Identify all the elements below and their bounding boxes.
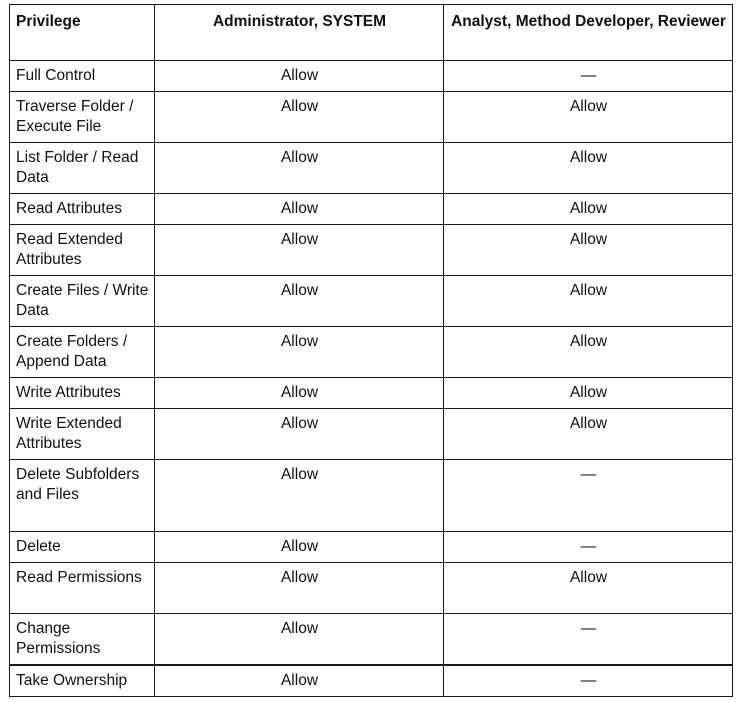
admin-permission-cell: Allow bbox=[155, 194, 444, 225]
table-row bbox=[10, 378, 733, 409]
admin-permission-cell: Allow bbox=[155, 409, 444, 460]
admin-permission-cell: Allow bbox=[155, 460, 444, 532]
admin-permission-cell: Allow bbox=[155, 143, 444, 194]
table-row bbox=[10, 614, 733, 666]
analyst-permission-cell: Allow bbox=[444, 563, 733, 614]
analyst-permission-cell: Allow bbox=[444, 327, 733, 378]
table-row bbox=[10, 92, 733, 143]
privilege-cell: Take Ownership bbox=[10, 665, 155, 697]
analyst-permission-cell: Allow bbox=[444, 276, 733, 327]
header-row bbox=[10, 5, 733, 61]
table-row bbox=[10, 460, 733, 532]
analyst-permission-cell: — bbox=[444, 460, 733, 532]
table-row bbox=[10, 143, 733, 194]
permissions-table bbox=[9, 4, 733, 697]
table-row bbox=[10, 532, 733, 563]
privilege-cell: Delete Subfolders and Files bbox=[10, 460, 155, 532]
privilege-cell: Full Control bbox=[10, 61, 155, 92]
privilege-cell: Write Extended Attributes bbox=[10, 409, 155, 460]
admin-permission-cell: Allow bbox=[155, 378, 444, 409]
admin-permission-cell: Allow bbox=[155, 532, 444, 563]
privilege-cell: Write Attributes bbox=[10, 378, 155, 409]
analyst-permission-cell: Allow bbox=[444, 143, 733, 194]
table-row bbox=[10, 61, 733, 92]
analyst-permission-cell: Allow bbox=[444, 409, 733, 460]
table-row bbox=[10, 194, 733, 225]
analyst-permission-cell: — bbox=[444, 614, 733, 666]
admin-permission-cell: Allow bbox=[155, 563, 444, 614]
privilege-cell: Read Attributes bbox=[10, 194, 155, 225]
admin-permission-cell: Allow bbox=[155, 665, 444, 697]
admin-permission-cell: Allow bbox=[155, 276, 444, 327]
privilege-cell: Read Permissions bbox=[10, 563, 155, 614]
table-row bbox=[10, 665, 733, 697]
table-row bbox=[10, 225, 733, 276]
analyst-permission-cell: Allow bbox=[444, 92, 733, 143]
header-privilege: Privilege bbox=[10, 5, 155, 61]
analyst-permission-cell: Allow bbox=[444, 225, 733, 276]
admin-permission-cell: Allow bbox=[155, 327, 444, 378]
header-administrator-system: Administrator, SYSTEM bbox=[155, 5, 444, 61]
header-analyst-method-developer-reviewer: Analyst, Method Developer, Reviewer bbox=[444, 5, 733, 61]
privilege-cell: Create Files / Write Data bbox=[10, 276, 155, 327]
admin-permission-cell: Allow bbox=[155, 61, 444, 92]
analyst-permission-cell: — bbox=[444, 665, 733, 697]
analyst-permission-cell: Allow bbox=[444, 378, 733, 409]
privilege-cell: Create Folders / Append Data bbox=[10, 327, 155, 378]
permissions-table-container bbox=[9, 4, 732, 697]
table-row bbox=[10, 563, 733, 614]
analyst-permission-cell: — bbox=[444, 532, 733, 563]
privilege-cell: Delete bbox=[10, 532, 155, 563]
analyst-permission-cell: — bbox=[444, 61, 733, 92]
table-row bbox=[10, 276, 733, 327]
privilege-cell: Change Permissions bbox=[10, 614, 155, 666]
privilege-cell: List Folder / Read Data bbox=[10, 143, 155, 194]
admin-permission-cell: Allow bbox=[155, 225, 444, 276]
privilege-cell: Traverse Folder / Execute File bbox=[10, 92, 155, 143]
admin-permission-cell: Allow bbox=[155, 92, 444, 143]
table-row bbox=[10, 327, 733, 378]
admin-permission-cell: Allow bbox=[155, 614, 444, 666]
table-row bbox=[10, 409, 733, 460]
analyst-permission-cell: Allow bbox=[444, 194, 733, 225]
privilege-cell: Read Extended Attributes bbox=[10, 225, 155, 276]
